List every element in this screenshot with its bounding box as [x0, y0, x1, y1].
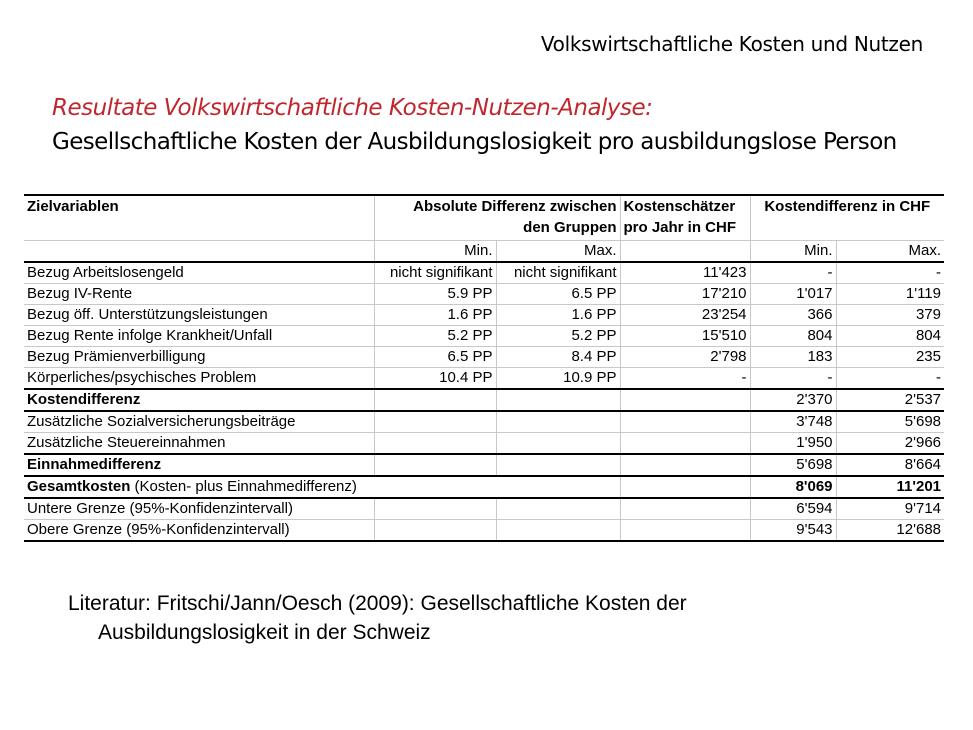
table-row: Bezug Arbeitslosengeld nicht signifikant nicht signifikant 11'423 - - — [24, 262, 944, 284]
einnahmedifferenz-row: Einnahmedifferenz 5'698 8'664 — [24, 454, 944, 476]
header-kostendifferenz: Kostendifferenz in CHF — [750, 195, 944, 241]
header-absolute-differenz: Absolute Differenz zwischen den Gruppen — [374, 195, 620, 241]
header-kd-max: Max. — [836, 241, 944, 263]
literature-reference — [68, 589, 687, 647]
gesamtkosten-note: (Kosten- plus Einnahmedifferenz) — [130, 478, 357, 495]
table-subheader-row — [24, 241, 944, 263]
kostendifferenz-row: Kostendifferenz 2'370 2'537 — [24, 389, 944, 411]
header-abs-min: Min. — [374, 241, 496, 263]
table-row: Bezug Prämienverbilligung 6.5 PP 8.4 PP 2'798 183 235 — [24, 347, 944, 368]
table-row: Zusätzliche Sozialversicherungsbeiträge 3'748 5'698 — [24, 411, 944, 433]
header-kd-min: Min. — [750, 241, 836, 263]
table-row: Zusätzliche Steuereinnahmen 1'950 2'966 — [24, 433, 944, 455]
table-row: Bezug IV-Rente 5.9 PP 6.5 PP 17'210 1'017 1'119 — [24, 284, 944, 305]
header-kostenschaetzer: Kostenschätzer pro Jahr in CHF — [620, 195, 750, 241]
table-row: Bezug öff. Unterstützungsleistungen 1.6 PP 1.6 PP 23'254 366 379 — [24, 305, 944, 326]
literature-line-2: Ausbildungslosigkeit in der Schweiz — [98, 621, 431, 644]
header-zielvariablen: Zielvariablen — [24, 195, 374, 241]
literature-line-1: Literatur: Fritschi/Jann/Oesch (2009): Gesellschaftliche Kosten der — [68, 592, 687, 615]
header-abs-max: Max. — [496, 241, 620, 263]
slide-header: Volkswirtschaftliche Kosten und Nutzen — [540, 32, 923, 56]
cost-table — [24, 194, 944, 542]
table-row: Untere Grenze (95%-Konfidenzintervall) 6'594 9'714 — [24, 498, 944, 520]
table-row: Obere Grenze (95%-Konfidenzintervall) 9'543 12'688 — [24, 520, 944, 542]
table-row: Körperliches/psychisches Problem 10.4 PP 10.9 PP - - - — [24, 368, 944, 390]
slide-title: Resultate Volkswirtschaftliche Kosten-Nutzen-Analyse: — [52, 95, 653, 121]
slide-subtitle: Gesellschaftliche Kosten der Ausbildungslosigkeit pro ausbildungslose Person — [52, 129, 897, 155]
table-header-row — [24, 195, 944, 241]
gesamtkosten-label: Gesamtkosten — [27, 478, 131, 495]
table-row: Bezug Rente infolge Krankheit/Unfall 5.2 PP 5.2 PP 15'510 804 804 — [24, 326, 944, 347]
gesamtkosten-row: Gesamtkosten (Kosten- plus Einnahmedifferenz) 8'069 11'201 — [24, 476, 944, 498]
